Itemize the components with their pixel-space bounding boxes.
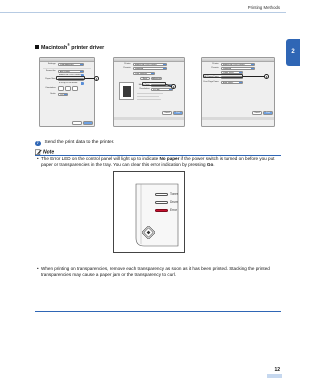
option-line bbox=[137, 96, 159, 97]
orientation-portrait-button[interactable] bbox=[58, 86, 64, 91]
note-title: Note bbox=[43, 149, 55, 156]
print-button[interactable]: Print bbox=[173, 111, 183, 115]
option-line bbox=[137, 93, 163, 94]
dialog-titlebar bbox=[40, 58, 94, 62]
presets-popup[interactable]: Standard bbox=[133, 67, 167, 70]
no-paper-text: No paper bbox=[159, 156, 180, 161]
section-heading bbox=[35, 43, 104, 51]
orientation-landscape-button[interactable] bbox=[65, 86, 71, 91]
printer-popup[interactable]: Brother HL-XXXX series bbox=[133, 63, 167, 66]
step-item bbox=[35, 140, 114, 146]
panel-row bbox=[117, 72, 177, 75]
tab-advanced[interactable]: Advanced bbox=[152, 78, 161, 80]
cancel-button[interactable] bbox=[72, 121, 82, 125]
chapter-tab: 2 bbox=[286, 39, 300, 66]
divider bbox=[43, 68, 91, 69]
first-page-row: First Page From: Auto Select bbox=[203, 81, 275, 84]
bullet-dot: • bbox=[37, 266, 39, 271]
go-text: Go bbox=[206, 162, 214, 168]
dialog-titlebar bbox=[114, 58, 184, 62]
scale-row: Scale: 100 % bbox=[42, 93, 92, 96]
paper-feed-dialog-screenshot bbox=[201, 57, 275, 127]
paper-size-row: Paper Size: US Letter bbox=[42, 78, 92, 81]
media-type-popup[interactable]: Transparencies bbox=[151, 84, 173, 87]
note-end-rule bbox=[35, 311, 281, 312]
drum-label: Drum bbox=[170, 200, 178, 204]
heading-prefix: Macintosh bbox=[41, 44, 68, 51]
footer-strip bbox=[114, 117, 185, 120]
note-bullet-2 bbox=[37, 266, 281, 278]
go-button[interactable] bbox=[142, 226, 155, 239]
orientation-reverse-button[interactable] bbox=[72, 86, 78, 91]
resolution-row: Resolution: 600 dpi bbox=[122, 88, 182, 91]
settings-row: Settings: Page Attributes bbox=[42, 63, 92, 66]
cancel-button[interactable]: Cancel bbox=[252, 111, 262, 115]
orientation-row: Orientation: bbox=[45, 87, 56, 89]
panel-popup[interactable]: Paper Feed bbox=[221, 71, 243, 74]
option-line bbox=[137, 99, 161, 100]
toner-label: Toner bbox=[170, 192, 178, 196]
header-rule bbox=[0, 12, 286, 13]
bullet-dot: • bbox=[37, 156, 39, 161]
cancel-button[interactable]: Cancel bbox=[162, 111, 172, 115]
panel-housing-outline bbox=[114, 172, 185, 253]
print-dialog-screenshot bbox=[113, 57, 185, 127]
page-number-bar bbox=[267, 374, 282, 378]
note-bullet-1: • The Error LED on the control panel will light up to indicate No paper if the power switch is turned on before you put paper or transparencies in the tray. You can clear this error indication by pressing Go. bbox=[37, 156, 275, 168]
printer-row: Printer: Brother HL-XXXX series bbox=[205, 63, 265, 66]
dialog-titlebar bbox=[202, 58, 274, 62]
all-pages-row: All Pages From: Manual Feed bbox=[203, 76, 275, 79]
media-type-highlight bbox=[142, 82, 166, 87]
print-button[interactable]: Print bbox=[263, 111, 273, 115]
callout-leader-3 bbox=[243, 76, 265, 77]
media-type-row: Media Type: Transparencies bbox=[122, 84, 182, 87]
paper-size-highlight bbox=[56, 76, 85, 81]
format-for-popup[interactable]: Any Printer bbox=[58, 70, 84, 73]
ok-button[interactable] bbox=[83, 121, 93, 125]
presets-popup[interactable]: Standard bbox=[221, 67, 255, 70]
callout-number-3: 3 bbox=[265, 74, 268, 79]
footer-strip bbox=[202, 117, 275, 120]
scale-field[interactable]: 100 % bbox=[58, 93, 68, 96]
all-pages-popup[interactable]: Manual Feed bbox=[221, 76, 243, 79]
callout-number-2: 2 bbox=[172, 85, 175, 89]
running-header-title: Printing Methods bbox=[247, 5, 280, 10]
paper-dims-row bbox=[42, 82, 92, 85]
paper-size-popup[interactable]: US Letter bbox=[58, 78, 84, 81]
bullet-2-text: When printing on transparencies, remove each transparency as soon as it has been printed. Stacking the printed transparencies may cause a paper jam or the transparency to curl. bbox=[41, 266, 270, 278]
toner-led bbox=[155, 193, 168, 196]
printer-popup[interactable]: Brother HL-XXXX series bbox=[221, 63, 255, 66]
heading-suffix: printer driver bbox=[69, 44, 105, 51]
resolution-popup[interactable]: 600 dpi bbox=[151, 88, 173, 91]
page-number: 12 bbox=[274, 367, 280, 373]
panel-popup[interactable]: Print Settings bbox=[133, 72, 155, 75]
format-for-row: Format for: Any Printer bbox=[42, 70, 92, 73]
first-page-popup[interactable]: Auto Select bbox=[221, 81, 243, 84]
printer-model-text: Brother HL-XXXX series bbox=[58, 74, 84, 77]
square-bullet-icon bbox=[35, 45, 39, 49]
step-number-badge: 7 bbox=[36, 140, 39, 145]
step-text: Send the print data to the printer. bbox=[44, 140, 115, 145]
registered-mark: ® bbox=[67, 43, 70, 47]
tab-basic[interactable]: Basic bbox=[140, 77, 150, 80]
paper-dims-text: 8.50 by 11.00 inches bbox=[58, 82, 84, 85]
presets-row: Presets: Standard bbox=[117, 67, 177, 70]
drum-led bbox=[155, 201, 168, 204]
page-setup-screenshot bbox=[39, 57, 95, 127]
error-led bbox=[155, 209, 168, 212]
control-panel-illustration bbox=[113, 171, 185, 253]
printer-row: Printer: Brother HL-XXXX series bbox=[117, 63, 177, 66]
settings-popup[interactable]: Page Attributes bbox=[58, 63, 84, 66]
manual-feed-highlight bbox=[203, 74, 243, 79]
presets-row: Presets: Standard bbox=[205, 67, 265, 70]
callout-number-1: 1 bbox=[95, 76, 98, 81]
error-label: Error bbox=[170, 208, 178, 212]
